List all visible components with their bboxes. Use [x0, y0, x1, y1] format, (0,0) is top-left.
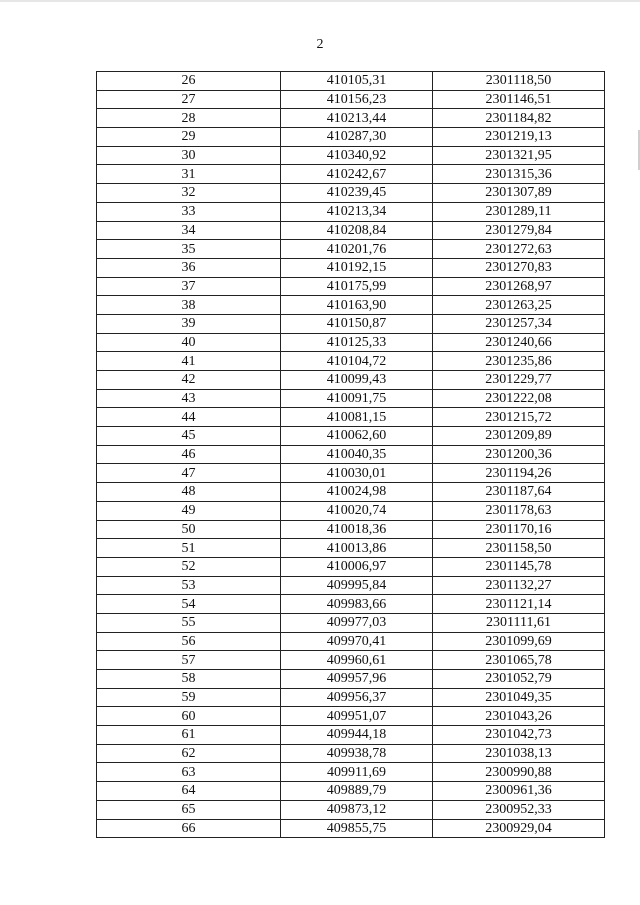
y-coordinate-cell: 2301321,95 [433, 146, 605, 165]
scan-edge-top [0, 0, 640, 2]
table-row [97, 782, 605, 801]
x-coordinate-cell: 410020,74 [281, 501, 433, 520]
x-coordinate-cell: 410192,15 [281, 258, 433, 277]
table-row [97, 520, 605, 539]
x-coordinate-cell: 410242,67 [281, 165, 433, 184]
table-row [97, 240, 605, 259]
table-row [97, 333, 605, 352]
x-coordinate-cell: 410099,43 [281, 371, 433, 390]
y-coordinate-cell: 2301222,08 [433, 389, 605, 408]
point-number-cell: 32 [97, 184, 281, 203]
x-coordinate-cell: 410040,35 [281, 445, 433, 464]
table-row [97, 595, 605, 614]
table-row [97, 726, 605, 745]
point-number-cell: 51 [97, 539, 281, 558]
y-coordinate-cell: 2301184,82 [433, 109, 605, 128]
point-number-cell: 40 [97, 333, 281, 352]
x-coordinate-cell: 409951,07 [281, 707, 433, 726]
point-number-cell: 42 [97, 371, 281, 390]
point-number-cell: 46 [97, 445, 281, 464]
y-coordinate-cell: 2301146,51 [433, 90, 605, 109]
y-coordinate-cell: 2301215,72 [433, 408, 605, 427]
point-number-cell: 58 [97, 670, 281, 689]
table-row [97, 371, 605, 390]
y-coordinate-cell: 2301240,66 [433, 333, 605, 352]
table-row [97, 464, 605, 483]
table-row [97, 165, 605, 184]
y-coordinate-cell: 2300961,36 [433, 782, 605, 801]
y-coordinate-cell: 2301272,63 [433, 240, 605, 259]
y-coordinate-cell: 2301170,16 [433, 520, 605, 539]
x-coordinate-cell: 410030,01 [281, 464, 433, 483]
table-row [97, 651, 605, 670]
x-coordinate-cell: 410213,44 [281, 109, 433, 128]
table-row [97, 221, 605, 240]
point-number-cell: 57 [97, 651, 281, 670]
y-coordinate-cell: 2301187,64 [433, 483, 605, 502]
table-row [97, 501, 605, 520]
x-coordinate-cell: 409938,78 [281, 744, 433, 763]
x-coordinate-cell: 410105,31 [281, 72, 433, 91]
point-number-cell: 65 [97, 800, 281, 819]
y-coordinate-cell: 2301052,79 [433, 670, 605, 689]
table-row [97, 296, 605, 315]
point-number-cell: 27 [97, 90, 281, 109]
y-coordinate-cell: 2301315,36 [433, 165, 605, 184]
x-coordinate-cell: 410013,86 [281, 539, 433, 558]
y-coordinate-cell: 2301263,25 [433, 296, 605, 315]
x-coordinate-cell: 409960,61 [281, 651, 433, 670]
table-row [97, 613, 605, 632]
point-number-cell: 38 [97, 296, 281, 315]
point-number-cell: 29 [97, 128, 281, 147]
point-number-cell: 26 [97, 72, 281, 91]
coordinates-table-body [97, 72, 605, 838]
y-coordinate-cell: 2301065,78 [433, 651, 605, 670]
table-row [97, 688, 605, 707]
y-coordinate-cell: 2301268,97 [433, 277, 605, 296]
y-coordinate-cell: 2301038,13 [433, 744, 605, 763]
table-row [97, 72, 605, 91]
point-number-cell: 43 [97, 389, 281, 408]
point-number-cell: 66 [97, 819, 281, 838]
table-row [97, 632, 605, 651]
x-coordinate-cell: 410104,72 [281, 352, 433, 371]
y-coordinate-cell: 2301118,50 [433, 72, 605, 91]
y-coordinate-cell: 2301043,26 [433, 707, 605, 726]
table-row [97, 184, 605, 203]
y-coordinate-cell: 2301307,89 [433, 184, 605, 203]
y-coordinate-cell: 2301279,84 [433, 221, 605, 240]
point-number-cell: 50 [97, 520, 281, 539]
x-coordinate-cell: 410239,45 [281, 184, 433, 203]
x-coordinate-cell: 409957,96 [281, 670, 433, 689]
y-coordinate-cell: 2301194,26 [433, 464, 605, 483]
x-coordinate-cell: 409956,37 [281, 688, 433, 707]
point-number-cell: 49 [97, 501, 281, 520]
y-coordinate-cell: 2301145,78 [433, 557, 605, 576]
x-coordinate-cell: 409873,12 [281, 800, 433, 819]
page-number: 2 [316, 37, 324, 52]
table-row [97, 483, 605, 502]
table-row [97, 128, 605, 147]
point-number-cell: 30 [97, 146, 281, 165]
point-number-cell: 59 [97, 688, 281, 707]
point-number-cell: 56 [97, 632, 281, 651]
table-row [97, 427, 605, 446]
x-coordinate-cell: 409983,66 [281, 595, 433, 614]
x-coordinate-cell: 409977,03 [281, 613, 433, 632]
table-row [97, 800, 605, 819]
point-number-cell: 61 [97, 726, 281, 745]
point-number-cell: 36 [97, 258, 281, 277]
x-coordinate-cell: 409889,79 [281, 782, 433, 801]
x-coordinate-cell: 409995,84 [281, 576, 433, 595]
y-coordinate-cell: 2301042,73 [433, 726, 605, 745]
x-coordinate-cell: 410208,84 [281, 221, 433, 240]
x-coordinate-cell: 410024,98 [281, 483, 433, 502]
table-row [97, 258, 605, 277]
x-coordinate-cell: 410150,87 [281, 314, 433, 333]
x-coordinate-cell: 409911,69 [281, 763, 433, 782]
coordinates-table [96, 71, 605, 838]
point-number-cell: 45 [97, 427, 281, 446]
table-row [97, 146, 605, 165]
point-number-cell: 62 [97, 744, 281, 763]
y-coordinate-cell: 2301099,69 [433, 632, 605, 651]
y-coordinate-cell: 2301111,61 [433, 613, 605, 632]
table-row [97, 539, 605, 558]
x-coordinate-cell: 409855,75 [281, 819, 433, 838]
y-coordinate-cell: 2301289,11 [433, 202, 605, 221]
x-coordinate-cell: 410125,33 [281, 333, 433, 352]
point-number-cell: 34 [97, 221, 281, 240]
x-coordinate-cell: 410156,23 [281, 90, 433, 109]
x-coordinate-cell: 410081,15 [281, 408, 433, 427]
point-number-cell: 48 [97, 483, 281, 502]
y-coordinate-cell: 2301121,14 [433, 595, 605, 614]
y-coordinate-cell: 2300929,04 [433, 819, 605, 838]
point-number-cell: 31 [97, 165, 281, 184]
y-coordinate-cell: 2301229,77 [433, 371, 605, 390]
x-coordinate-cell: 410287,30 [281, 128, 433, 147]
point-number-cell: 64 [97, 782, 281, 801]
point-number-cell: 41 [97, 352, 281, 371]
point-number-cell: 39 [97, 314, 281, 333]
table-row [97, 277, 605, 296]
point-number-cell: 44 [97, 408, 281, 427]
table-row [97, 109, 605, 128]
x-coordinate-cell: 410340,92 [281, 146, 433, 165]
table-row [97, 408, 605, 427]
x-coordinate-cell: 410062,60 [281, 427, 433, 446]
table-row [97, 576, 605, 595]
x-coordinate-cell: 410006,97 [281, 557, 433, 576]
point-number-cell: 54 [97, 595, 281, 614]
table-row [97, 670, 605, 689]
y-coordinate-cell: 2301219,13 [433, 128, 605, 147]
table-row [97, 314, 605, 333]
x-coordinate-cell: 410091,75 [281, 389, 433, 408]
point-number-cell: 35 [97, 240, 281, 259]
table-row [97, 557, 605, 576]
point-number-cell: 37 [97, 277, 281, 296]
table-row [97, 819, 605, 838]
table-row [97, 202, 605, 221]
x-coordinate-cell: 410175,99 [281, 277, 433, 296]
x-coordinate-cell: 409944,18 [281, 726, 433, 745]
table-row [97, 90, 605, 109]
table-row [97, 763, 605, 782]
y-coordinate-cell: 2300952,33 [433, 800, 605, 819]
table-row [97, 744, 605, 763]
x-coordinate-cell: 409970,41 [281, 632, 433, 651]
y-coordinate-cell: 2301270,83 [433, 258, 605, 277]
y-coordinate-cell: 2301235,86 [433, 352, 605, 371]
point-number-cell: 52 [97, 557, 281, 576]
x-coordinate-cell: 410213,34 [281, 202, 433, 221]
point-number-cell: 55 [97, 613, 281, 632]
x-coordinate-cell: 410163,90 [281, 296, 433, 315]
y-coordinate-cell: 2301178,63 [433, 501, 605, 520]
y-coordinate-cell: 2301132,27 [433, 576, 605, 595]
table-row [97, 445, 605, 464]
y-coordinate-cell: 2301200,36 [433, 445, 605, 464]
y-coordinate-cell: 2301158,50 [433, 539, 605, 558]
table-row [97, 352, 605, 371]
point-number-cell: 33 [97, 202, 281, 221]
point-number-cell: 53 [97, 576, 281, 595]
y-coordinate-cell: 2301049,35 [433, 688, 605, 707]
x-coordinate-cell: 410018,36 [281, 520, 433, 539]
table-row [97, 707, 605, 726]
point-number-cell: 47 [97, 464, 281, 483]
point-number-cell: 28 [97, 109, 281, 128]
y-coordinate-cell: 2300990,88 [433, 763, 605, 782]
point-number-cell: 60 [97, 707, 281, 726]
x-coordinate-cell: 410201,76 [281, 240, 433, 259]
table-row [97, 389, 605, 408]
y-coordinate-cell: 2301209,89 [433, 427, 605, 446]
y-coordinate-cell: 2301257,34 [433, 314, 605, 333]
point-number-cell: 63 [97, 763, 281, 782]
